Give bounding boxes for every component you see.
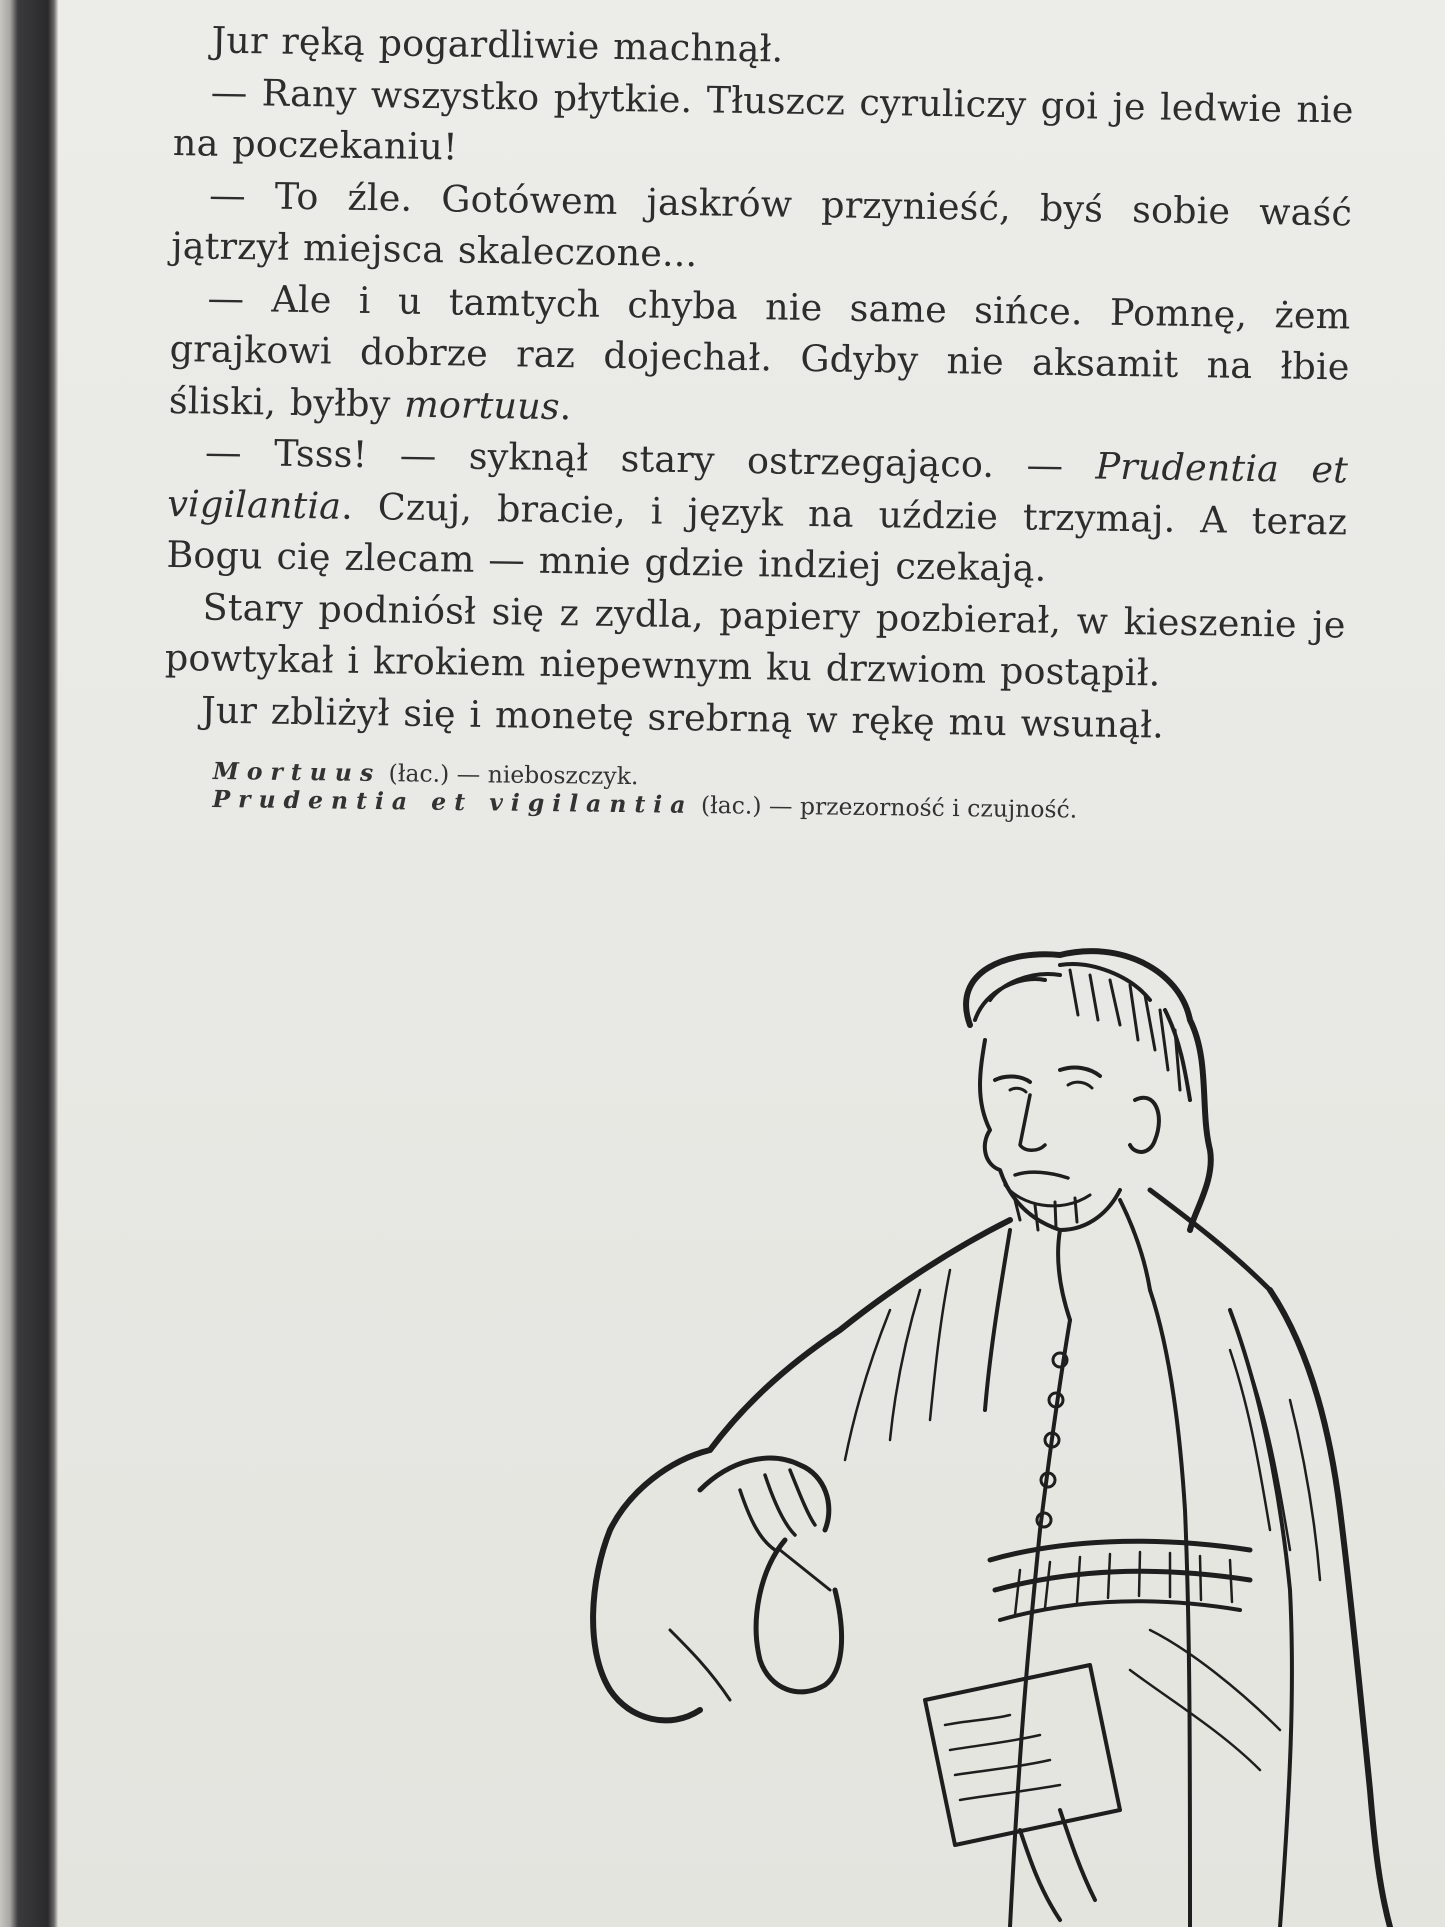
paragraph: — Rany wszystko płytkie. Tłuszcz cyruliczy goi je ledwie nie na poczekaniu!	[172, 70, 1354, 169]
footnote-lang: (łac.)	[388, 759, 450, 788]
paragraph: Jur ręką pogardliwie machnął.	[211, 18, 784, 71]
footnote-definition: — przezorność i czujność.	[768, 791, 1078, 824]
footnote-definition: — nieboszczyk.	[456, 759, 639, 791]
footnote-term: Mortuus	[212, 757, 382, 788]
paragraph: Stary podniósł się z zydla, papiery pozbierał, w kieszenie je powtykał i krokiem niepewnym ku drzwiom postąpił.	[164, 585, 1346, 695]
paragraph-text: — Tsss! — syknął stary ostrzegająco. —	[204, 430, 1096, 488]
paragraph-text: .	[559, 384, 572, 428]
paragraph	[169, 271, 1351, 444]
paragraph: Jur zbliżył się i monetę srebrną w rękę mu wsunął.	[200, 687, 1165, 747]
footnote-term: Prudentia et vigilantia	[212, 784, 694, 819]
paragraph-text: . Czuj, bracie, i język na uździe trzymaj. A teraz Bogu cię zlecam — mnie gdzie indziej czekają.	[166, 484, 1348, 590]
latin-term: mortuus	[403, 382, 561, 428]
paragraph	[166, 426, 1348, 599]
footnote-lang: (łac.)	[700, 790, 762, 820]
book-binding-edge	[0, 0, 58, 1927]
latin-term: Prudentia et vigilantia	[166, 444, 1349, 528]
paragraph: — To źle. Gotówem jaskrów przynieść, byś sobie waść jątrzył miejsca skaleczone...	[171, 173, 1353, 276]
body-text	[164, 14, 1355, 753]
ink-drawing-old-man-icon	[590, 930, 1410, 1927]
paragraph-text: — Ale i u tamtych chyba nie same sińce. Pomnę, żem grajkowi dobrze raz dojechał. Gdyby nie aksamit na łbie śliski, byłby	[168, 276, 1351, 426]
